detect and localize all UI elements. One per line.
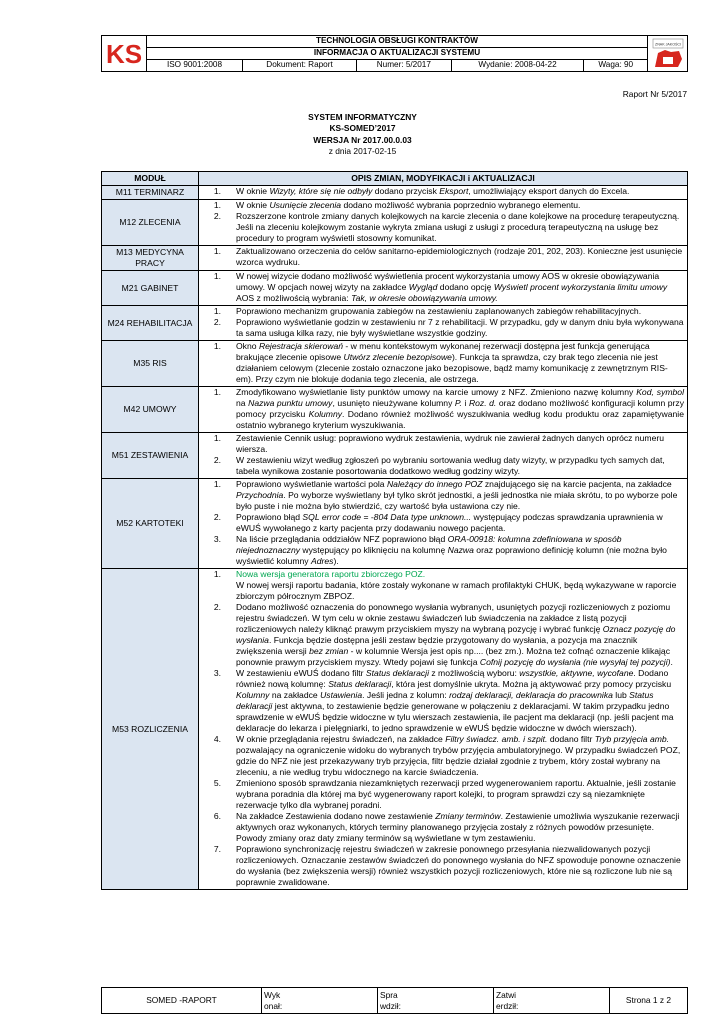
- header-title-1: TECHNOLOGIA OBSŁUGI KONTRAKTÓW: [147, 36, 648, 48]
- desc-cell: [199, 271, 688, 306]
- module-cell: M21 GABINET: [102, 271, 199, 306]
- list-item: [199, 317, 684, 339]
- document-header: [101, 35, 688, 72]
- desc-cell: [199, 387, 688, 433]
- item-number: 1.: [213, 387, 221, 397]
- item-number: 6.: [213, 811, 221, 821]
- header-wydanie: Wydanie: 2008-04-22: [451, 60, 584, 72]
- item-text: Poprawiono wyświetlanie godzin w zestawieniu nr 7 z rehabilitacji. W przypadku, gdy w danym dniu była wykonywana ta sama usługa kilka razy, nie były wyświetlane wszystkie godziny.: [236, 317, 684, 338]
- item-number: 1.: [213, 271, 221, 281]
- item-text: Poprawiono synchronizację rejestru świadczeń w zakresie ponownego przesyłania niezwalidowanych pozycji rozliczeniowych. Oznaczanie zestawów świadczeń do ponownego wysłania do NFZ spowoduje ponowne oznaczenie do wysłania (bez zwiększenia wersji) również wszystkich pozycji rozliczeniowych, które nie są rozliczone lub nie są poprawnie zwalidowane.: [236, 844, 681, 887]
- footer-doc-name: SOMED -RAPORT: [102, 988, 262, 1014]
- item-number: 7.: [213, 844, 221, 854]
- seal-text: ZNAK JAKOŚCI: [654, 42, 681, 47]
- list-item: [199, 455, 684, 477]
- footer-page-number: Strona 1 z 2: [610, 988, 688, 1014]
- table-row: [102, 306, 688, 341]
- list-item: [199, 778, 684, 811]
- item-text: Zaktualizowano orzeczenia do celów sanitarno-epidemiologicznych (rodzaje 201, 202, 203). Konieczne jest usunięcie wzorca wydruku.: [236, 246, 683, 267]
- list-item: 1. Okno Rejestracja skierowań - w menu kontekstowym wykonanej rezerwacji dostępna jest funkcja generująca brakujące zlecenie opisowe Utwórz zlecenie bezopisowe). Funkcja ta sprawdza, czy brak tego zlecenia nie jest działaniem celowym (zlecenie zostało oznaczone jako bezopisowe, bądź mamy komunikację z zewnętrznym RIS-em). Przy czym nie blokuje dodania tego zlecenia, ale ostrzega.: [199, 341, 684, 385]
- item-number: 3.: [213, 668, 221, 678]
- item-number: 2.: [213, 512, 221, 522]
- item-number: 2.: [213, 211, 221, 221]
- col-desc-header: OPIS ZMIAN, MODYFIKACJI i AKTUALIZACJI: [199, 172, 688, 186]
- quality-seal-cell: [648, 36, 688, 72]
- item-number: 3.: [213, 534, 221, 544]
- table-row: [102, 569, 688, 890]
- module-cell: M35 RIS: [102, 341, 199, 387]
- module-cell: M11 TERMINARZ: [102, 186, 199, 200]
- desc-cell: [199, 433, 688, 479]
- logo-text: KS: [105, 38, 143, 69]
- list-item: 1. Poprawiono wyświetlanie wartości pola Należący do innego POZ znajdującego się na karcie pacjenta, na zakładce Przychodnia. Po wyborze wyświetlany był tylko skrót jednostki, a jeśli jednostka nie miała skrótu, to po wyborze pole było puste i nie można było stwierdzić, czy wartość była ustawiona czy nie.: [199, 479, 684, 512]
- list-item: 1. Nowa wersja generatora raportu zbiorczego POZ. W nowej wersji raportu badania, które zostały wykonane w ramach profilaktyki CHUK, będą wykazywane w raporcie zbiorczym półrocznym ZBPOZ.: [199, 569, 684, 602]
- desc-cell: [199, 569, 688, 890]
- footer-zatwierdzil: Zatwi erdził:: [494, 988, 610, 1014]
- header-iso: ISO 9001:2008: [147, 60, 243, 72]
- table-row: [102, 433, 688, 479]
- item-text: Rozszerzone kontrole zmiany danych kolejkowych na karcie zlecenia o dane kolejkowe na procedurę terapeutyczną. Jeśli na zleceniu kolejkowym zostanie wykryta zmiana usługi z usługi z procedurą terapeutyczną na usługę bez procedury to program wyświetli stosowny komunikat.: [236, 211, 680, 243]
- item-number: 1.: [213, 186, 221, 196]
- changes-table: [101, 171, 688, 890]
- item-text: Poprawiono mechanizm grupowania zabiegów na zestawieniu zaplanowanych zabiegów rehabilitacyjnych.: [236, 306, 642, 316]
- title-version: WERSJA Nr 2017.00.0.03: [313, 134, 412, 145]
- desc-cell: [199, 186, 688, 200]
- item-number: 1.: [213, 200, 221, 210]
- desc-cell: [199, 341, 688, 387]
- company-logo-cell: [102, 36, 147, 72]
- list-item: 1. Zmodyfikowano wyświetlanie listy punktów umowy na karcie umowy z NFZ. Zmieniono nazwę kolumny Kod, symbol na Nazwa punktu umowy, usunięto nieużywane kolumny P. i Roz. d. oraz dodano możliwość konfiguracji kolumn przy pomocy przycisku Kolumny. Dodano również możliwość wyszukiwania według kodu produktu oraz zapamiętywanie ostatnio wybranego kryterium wyszukiwania.: [199, 387, 684, 431]
- list-item: 3. Na liście przeglądania oddziałów NFZ poprawiono błąd ORA-00918: kolumna zdefiniowana w sposób niejednoznaczny występujący po kliknięciu na kolumnę Nazwa oraz poprawiono definicję kolumn (nie można było wyświetlić kolumny Adres).: [199, 534, 684, 567]
- footer-wykonal: Wyk onał:: [262, 988, 378, 1014]
- list-item: 1. W nowej wizycie dodano możliwość wyświetlenia procent wykorzystania umowy AOS w okresie obowiązywania umowy. W opcjach nowej wizyty na zakładce Wygląd dodano opcję Wyświetl procent wykorzystania limitu umowy AOS z możliwością wybrania: Tak, w okresie obowiązywania umowy.: [199, 271, 684, 304]
- module-cell: M13 MEDYCYNA PRACY: [102, 246, 199, 271]
- col-module-header: MODUŁ: [102, 172, 199, 186]
- table-row: [102, 200, 688, 246]
- report-number: Raport Nr 5/2017: [622, 89, 687, 99]
- item-number: 1.: [213, 569, 221, 579]
- list-item: 2. Dodano możliwość oznaczenia do ponownego wysłania wybranych, usuniętych pozycji rozliczeniowych z poziomu rejestru świadczeń. W tym celu w oknie zestawu świadczeń lub świadczenia na zakładce z listą pozycji rozliczeniowych należy kliknąć prawym przyciskiem myszy na wybraną pozycję i wybrać funkcję Oznacz pozycję do wysłania. Funkcja będzie dostępna jeśli zestaw będzie przygotowany do wysłania, a pozycja ma znacznik zwiększenia wersji bez zmian - w kolumnie Wersja jest opis np.... (bez zm.). Można też cofnąć oznaczenie klikając ponownie prawym przyciskiem myszy. Wtedy pojawi się funkcja Cofnij pozycję do wysłania (nie wysyłaj tej pozycji).: [199, 602, 684, 668]
- item-number: 1.: [213, 479, 221, 489]
- item-number: 2.: [213, 455, 221, 465]
- module-cell: M52 KARTOTEKI: [102, 479, 199, 569]
- header-numer: Numer: 5/2017: [357, 60, 452, 72]
- item-number: 1.: [213, 341, 221, 351]
- item-number: 4.: [213, 734, 221, 744]
- module-cell: M53 ROZLICZENIA: [102, 569, 199, 890]
- table-row: [102, 387, 688, 433]
- footer-sprawdzil: Spra wdził:: [378, 988, 494, 1014]
- list-item: 1. W oknie Usunięcie zlecenia dodano możliwość wybrania poprzednio wybranego elementu.: [199, 200, 684, 211]
- item-number: 1.: [213, 246, 221, 256]
- header-dokument: Dokument: Raport: [242, 60, 356, 72]
- item-number: 5.: [213, 778, 221, 788]
- header-waga: Waga: 90: [584, 60, 648, 72]
- title-product: KS-SOMED’2017: [329, 123, 396, 134]
- list-item: 2. Poprawiono błąd SQL error code = -804 Data type unknown... występujący podczas sprawdzania uprawnienia w eWUŚ wywołanego z karty pacjenta przy dodawaniu nowego pacjenta.: [199, 512, 684, 534]
- header-title-2: INFORMACJA O AKTUALIZACJI SYSTEMU: [147, 48, 648, 60]
- module-cell: M51 ZESTAWIENIA: [102, 433, 199, 479]
- module-cell: M42 UMOWY: [102, 387, 199, 433]
- list-item: 1. W oknie Wizyty, które się nie odbyły dodano przycisk Eksport, umożliwiający eksport danych do Excela.: [199, 186, 684, 197]
- desc-cell: [199, 479, 688, 569]
- highlight-green-text: Nowa wersja generatora raportu zbiorczego POZ.: [236, 569, 426, 579]
- desc-cell: [199, 306, 688, 341]
- list-item: [199, 433, 684, 455]
- item-text: Zmieniono sposób sprawdzania niezamkniętych rezerwacji przed wygenerowaniem raportu. Aktualnie, jeśli zostanie wybrana poradnia dla której ma być wygenerowany raport kolejki, to program sprawdzi czy są niezamknięte rezerwacje tylko dla wybranej poradni.: [236, 778, 676, 810]
- table-row: [102, 246, 688, 271]
- table-row: [102, 341, 688, 387]
- item-text: W zestawieniu wizyt według zgłoszeń po wybraniu sortowania według daty wizyty, w przypadku tych samych dat, tabela wynikowa zostanie posortowania dodatkowo według godziny wizyty.: [236, 455, 665, 476]
- list-item: 4. W oknie przeglądania rejestru świadczeń, na zakładce Filtry świadcz. amb. i szpit. dodano filtr Tryb przyjęcia amb. pozwalający na ograniczenie widoku do wybranych trybów przyjęcia ambulatoryjnego. W przypadku świadczeń POZ, gdzie do NFZ nie jest przekazywany tryb przyjęcia, filtr będzie działał zgodnie z trybem, który został wybrany na zleceniu, a nie według trybu widocznego na karcie świadczenia.: [199, 734, 684, 778]
- table-header-row: [102, 172, 688, 186]
- document-footer: [101, 987, 688, 1014]
- quality-seal-icon: [649, 37, 687, 71]
- document-titles: [0, 112, 725, 158]
- table-row: [102, 186, 688, 200]
- item-number: 2.: [213, 602, 221, 612]
- item-number: 2.: [213, 317, 221, 327]
- item-text: Zestawienie Cennik usług: poprawiono wydruk zestawienia, wydruk nie zawierał żadnych danych oprócz numeru wiersza.: [236, 433, 664, 454]
- list-item: [199, 844, 684, 888]
- title-date: z dnia 2017-02-15: [328, 146, 397, 157]
- table-row: [102, 479, 688, 569]
- list-item: 6. Na zakładce Zestawienia dodano nowe zestawienie Zmiany terminów. Zestawienie umożliwia wyszukanie rezerwacji aktywnych oraz wykonanych, których terminy planowanego przyjęcia zostały z różnych powodów przesunięte. Powody zmiany oraz daty zmiany terminów są wyświetlane w tym zestawieniu.: [199, 811, 684, 844]
- ks-logo-icon: [103, 38, 145, 70]
- list-item: [199, 211, 684, 244]
- table-row: [102, 271, 688, 306]
- list-item: 3. W zestawieniu eWUŚ dodano filtr Status deklaracji z możliwością wyboru: wszystkie, aktywne, wycofane. Dodano również nową kolumnę: Status deklaracji, która jest domyślnie ukryta. Można ją aktywować przy pomocy przycisku Kolumny na zakładce Ustawienia. Jeśli jedna z kolumn: rodzaj deklaracji, deklaracja do pracownika lub Status deklaracji jest aktywna, to zestawienie będzie generowane w połączeniu z deklaracjami. W takim przypadku jedno sprawdzenie w eWUŚ będzie widoczne w tylu wierszach zestawienia, ile pacjent ma deklaracji (np. jeśli pacjent ma deklaracje do lekarza i pielęgniarki, to jedno sprawdzenie w eWUŚ będzie widoczne w dwóch wierszach).: [199, 668, 684, 734]
- list-item: [199, 306, 684, 317]
- module-cell: M24 REHABILITACJA: [102, 306, 199, 341]
- module-cell: M12 ZLECENIA: [102, 200, 199, 246]
- title-system: SYSTEM INFORMATYCZNY: [308, 112, 417, 122]
- desc-cell: [199, 246, 688, 271]
- list-item: [199, 246, 684, 268]
- item-number: 1.: [213, 306, 221, 316]
- item-number: 1.: [213, 433, 221, 443]
- desc-cell: [199, 200, 688, 246]
